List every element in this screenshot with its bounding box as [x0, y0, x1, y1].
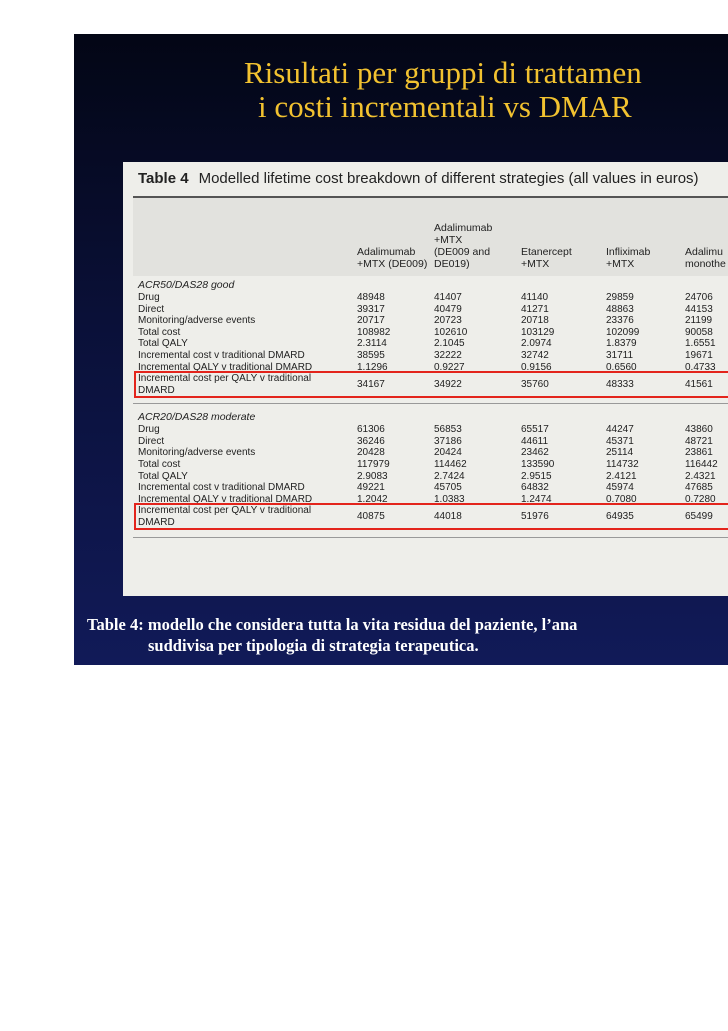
section-divider — [133, 403, 728, 404]
row-label — [138, 373, 311, 397]
table-cell: 1.1296 — [357, 361, 388, 373]
column-header-line: DE019) — [434, 258, 470, 270]
row-label-line: DMARD — [138, 517, 175, 529]
table-cell: 41140 — [521, 292, 549, 303]
table-cell: 41407 — [434, 292, 462, 303]
table-cell: 1.8379 — [606, 338, 637, 350]
table-cell: 116442 — [685, 459, 718, 470]
table-cell: 0.6560 — [606, 361, 637, 373]
table-cell: 45974 — [606, 482, 634, 494]
table-cell: 1.2042 — [357, 493, 388, 505]
column-header — [685, 198, 726, 276]
row-label — [138, 505, 311, 529]
row-label-line: Total QALY — [138, 338, 188, 350]
row-label-line: Incremental cost v traditional DMARD — [138, 350, 305, 361]
table-cell: 103129 — [521, 326, 555, 338]
column-header-line: Adalimumab — [357, 246, 416, 258]
column-header-line: monothe — [685, 258, 726, 270]
table-cell: 36246 — [357, 435, 385, 447]
table-cell: 90058 — [685, 326, 713, 338]
table-cell: 41561 — [685, 379, 713, 391]
row-label — [138, 338, 188, 350]
table-cell: 49221 — [357, 482, 385, 494]
table-cell: 39317 — [357, 303, 385, 315]
column-header-line: +MTX — [434, 234, 463, 246]
caption-line-2: suddivisa per tipologia di strategia terapeutica. — [148, 636, 479, 655]
row-label-line: Direct — [138, 435, 165, 447]
column-header-line: Adalimumab — [434, 222, 493, 234]
column-header-text — [357, 246, 427, 270]
column-header-line: +MTX (DE009) — [357, 258, 428, 270]
table-cell: 38595 — [357, 350, 385, 361]
table-cell: 44611 — [521, 435, 549, 447]
table-cell: 0.4733 — [685, 361, 716, 373]
row-label — [138, 350, 305, 362]
column-header-text — [606, 246, 650, 270]
table-cell: 32222 — [434, 350, 462, 361]
table-cell: 61306 — [357, 424, 385, 436]
row-label — [138, 424, 160, 436]
row-label-line: Drug — [138, 424, 160, 436]
table-cell: 117979 — [357, 459, 390, 470]
column-header-line: +MTX — [521, 258, 550, 270]
column-header-line: +MTX — [606, 258, 635, 270]
table-cell: 24706 — [685, 292, 713, 303]
row-label — [138, 315, 255, 327]
column-header-text — [685, 246, 726, 270]
table-cell: 35760 — [521, 379, 549, 391]
table-cell: 31711 — [606, 350, 634, 361]
table-cell: 2.4321 — [685, 470, 716, 482]
table-cell: 48721 — [685, 435, 713, 447]
table-cell: 1.6551 — [685, 338, 716, 350]
row-label — [138, 436, 164, 448]
row-label-line: Drug — [138, 292, 160, 303]
table-cell: 1.2474 — [521, 493, 552, 505]
caption-line-1: Table 4: modello che considera tutta la vita residua del paziente, l’ana — [87, 615, 578, 634]
table-cell: 1.0383 — [434, 493, 465, 505]
table-image — [123, 162, 728, 596]
slide-title — [74, 56, 728, 124]
row-label — [138, 471, 188, 483]
table-cell: 2.7424 — [434, 470, 465, 482]
table-cell: 44018 — [434, 511, 462, 523]
table-cell: 47685 — [685, 482, 713, 494]
table-cell: 23861 — [685, 447, 713, 459]
table-bottom-rule — [133, 537, 728, 538]
row-label — [138, 327, 180, 339]
table-cell: 102099 — [606, 326, 640, 338]
table-cell: 65499 — [685, 511, 713, 523]
table-cell: 2.9515 — [521, 470, 552, 482]
table-cell: 114462 — [434, 459, 467, 470]
table-cell: 20718 — [521, 315, 549, 327]
column-header-line: Etanercept — [521, 246, 572, 258]
column-header — [606, 198, 650, 276]
table-cell: 20723 — [434, 315, 462, 327]
row-label-line: DMARD — [138, 385, 175, 397]
table-cell: 2.1045 — [434, 338, 465, 350]
column-header-line: (DE009 and — [434, 246, 491, 258]
column-header-text — [434, 222, 492, 270]
table-cell: 0.9227 — [434, 361, 465, 373]
row-label — [138, 447, 255, 459]
column-header — [357, 198, 427, 276]
table-cell: 32742 — [521, 350, 549, 361]
table-label: Table 4 — [138, 170, 189, 187]
slide-title-line-2: i costi incrementali vs DMAR — [258, 89, 632, 124]
column-header — [521, 198, 572, 276]
column-header-text — [521, 246, 572, 270]
table-cell: 65517 — [521, 424, 549, 436]
section-label: ACR50/DAS28 good — [138, 279, 235, 291]
table-cell: 29859 — [606, 292, 634, 303]
table-cell: 0.7280 — [685, 493, 716, 505]
table-cell: 114732 — [606, 459, 639, 470]
table-cell: 45705 — [434, 482, 462, 494]
table-cell: 37186 — [434, 435, 462, 447]
row-label-line: Monitoring/adverse events — [138, 447, 256, 459]
table-cell: 40875 — [357, 511, 385, 523]
slide-caption — [74, 614, 728, 656]
table-cell: 25114 — [606, 447, 634, 459]
table-cell: 23462 — [521, 447, 549, 459]
section-label: ACR20/DAS28 moderate — [138, 411, 256, 424]
table-cell: 48863 — [606, 303, 634, 315]
table-cell: 20428 — [357, 447, 385, 459]
column-header — [434, 198, 492, 276]
table-cell: 19671 — [685, 350, 713, 361]
row-label — [138, 292, 160, 304]
row-label — [138, 459, 180, 471]
row-label-line: Total QALY — [138, 470, 188, 482]
table-cell: 44153 — [685, 303, 713, 315]
row-label-line: Incremental cost per QALY v traditional — [138, 373, 312, 385]
row-label — [138, 482, 305, 494]
row-label-line: Incremental QALY v traditional DMARD — [138, 361, 313, 373]
table-cell: 20424 — [434, 447, 462, 459]
table-cell: 51976 — [521, 511, 549, 523]
column-header-line: Adalimu — [685, 246, 723, 258]
slide-title-line-1: Risultati per gruppi di trattamen — [244, 55, 642, 90]
row-label-line: Incremental cost v traditional DMARD — [138, 482, 305, 494]
table-cell: 0.9156 — [521, 361, 552, 373]
table-cell: 20717 — [357, 315, 385, 327]
table-cell: 21199 — [685, 315, 713, 327]
table-cell: 2.3114 — [357, 338, 387, 350]
row-label-line: Incremental QALY v traditional DMARD — [138, 493, 313, 505]
table-cell: 34167 — [357, 379, 385, 391]
table-cell: 2.0974 — [521, 338, 552, 350]
table-cell: 40479 — [434, 303, 462, 315]
table-cell: 0.7080 — [606, 493, 637, 505]
row-label-line: Total cost — [138, 459, 181, 470]
table-cell: 133590 — [521, 459, 555, 470]
table-cell: 44247 — [606, 424, 634, 436]
table-title-text: Modelled lifetime cost breakdown of different strategies (all values in euros) — [198, 170, 699, 187]
row-label-line: Direct — [138, 303, 165, 315]
table-cell: 34922 — [434, 379, 462, 391]
column-header-line: Infliximab — [606, 246, 651, 258]
table-cell: 43860 — [685, 424, 713, 436]
row-label — [138, 304, 164, 316]
table-cell: 41271 — [521, 303, 549, 315]
table-cell: 48948 — [357, 292, 385, 303]
slide — [74, 34, 728, 665]
table-cell: 2.9083 — [357, 470, 388, 482]
table-title — [138, 170, 699, 187]
table-cell: 45371 — [606, 435, 634, 447]
table-cell: 108982 — [357, 326, 391, 338]
table-cell: 48333 — [606, 379, 634, 391]
table-cell: 56853 — [434, 424, 462, 436]
row-label-line: Total cost — [138, 326, 181, 338]
row-label-line: Incremental cost per QALY v traditional — [138, 505, 312, 517]
row-label-line: Monitoring/adverse events — [138, 315, 256, 327]
table-cell: 23376 — [606, 315, 634, 327]
table-cell: 64832 — [521, 482, 549, 494]
table-cell: 2.4121 — [606, 470, 637, 482]
table-cell: 102610 — [434, 326, 468, 338]
table-cell: 64935 — [606, 511, 634, 523]
